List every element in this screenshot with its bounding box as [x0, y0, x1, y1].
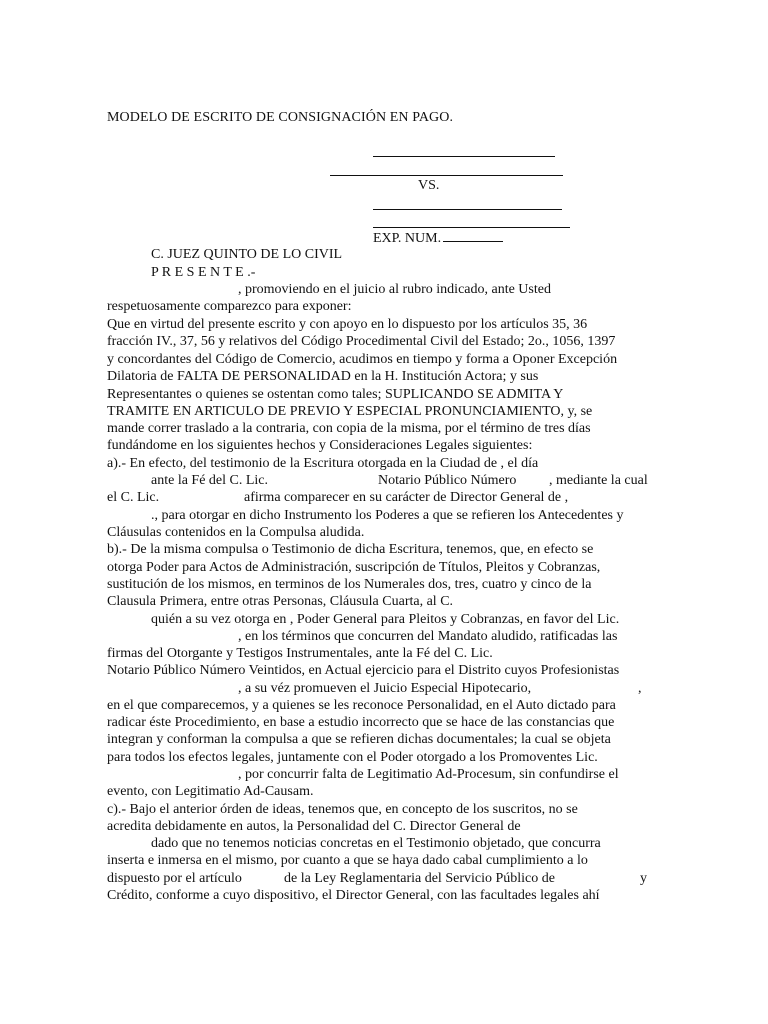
body-line: Notario Público Número	[378, 473, 517, 488]
body-line: c).- Bajo el anterior órden de ideas, tenemos que, en concepto de los suscritos, no se	[107, 802, 578, 817]
body-line: afirma comparecer en su carácter de Director General de ,	[244, 490, 569, 505]
caption-line-defendant	[373, 209, 562, 210]
body-line: , en los términos que concurren del Mandato aludido, ratificadas las	[238, 629, 618, 644]
body-line: Crédito, conforme a cuyo dispositivo, el Director General, con las facultades legales ahí	[107, 888, 600, 903]
exp-label: EXP. NUM.	[373, 231, 442, 246]
body-line: acredita debidamente en autos, la Personalidad del C. Director General de	[107, 819, 521, 834]
body-line: dispuesto por el artículo	[107, 871, 242, 886]
body-line: ante la Fé del C. Lic.	[151, 473, 269, 488]
body-line: Representantes o quienes se ostentan como tales; SUPLICANDO SE ADMITA Y	[107, 387, 564, 402]
body-line: TRAMITE EN ARTICULO DE PREVIO Y ESPECIAL PRONUNCIAMIENTO, y, se	[107, 404, 593, 419]
caption-line-defendant-2	[373, 227, 570, 228]
body-line: evento, con Legitimatio Ad-Causam.	[107, 784, 314, 799]
body-line: fundándome en los siguientes hechos y Consideraciones Legales siguientes:	[107, 438, 533, 453]
body-line: mande correr traslado a la contraria, con copia de la misma, por el término de tres días	[107, 421, 591, 436]
body-line: , por concurrir falta de Legitimatio Ad-Procesum, sin confundirse el	[238, 767, 619, 782]
body-line: ,	[638, 681, 642, 696]
caption-line-plaintiff-2	[330, 175, 563, 176]
body-line: Dilatoria de FALTA DE PERSONALIDAD en la H. Institución Actora; y sus	[107, 369, 539, 384]
body-line: inserta e inmersa en el mismo, por cuanto a que se haya dado cabal cumplimiento a lo	[107, 853, 588, 868]
body-line: , promoviendo en el juicio al rubro indicado, ante Usted	[238, 282, 551, 297]
body-line: en el que comparecemos, y a quienes se les reconoce Personalidad, en el Auto dictado para	[107, 698, 616, 713]
addressee-presente: P R E S E N T E .-	[151, 265, 256, 280]
body-line: Cláusulas contenidos en la Compulsa aludida.	[107, 525, 365, 540]
body-line: sustitución de los mismos, en terminos de los Numerales dos, tres, cuatro y cinco de la	[107, 577, 592, 592]
body-line: quién a su vez otorga en , Poder General para Pleitos y Cobranzas, en favor del Lic.	[151, 612, 620, 627]
body-line: y concordantes del Código de Comercio, acudimos en tiempo y forma a Oponer Excepción	[107, 352, 618, 367]
caption-line-plaintiff	[373, 156, 555, 157]
body-line: respetuosamente comparezco para exponer:	[107, 299, 352, 314]
body-line: a).- En efecto, del testimonio de la Escritura otorgada en la Ciudad de , el día	[107, 456, 539, 471]
body-line: otorga Poder para Actos de Administración, suscripción de Títulos, Pleitos y Cobranzas,	[107, 560, 601, 575]
body-line: para todos los efectos legales, juntamente con el Poder otorgado a los Promoventes Lic.	[107, 750, 598, 765]
body-line: de la Ley Reglamentaria del Servicio Público de	[284, 871, 555, 886]
body-line: firmas del Otorgante y Testigos Instrumentales, ante la Fé del C. Lic.	[107, 646, 493, 661]
body-line: ., para otorgar en dicho Instrumento los Poderes a que se refieren los Antecedentes y	[151, 508, 624, 523]
body-line: Clausula Primera, entre otras Personas, Cláusula Cuarta, al C.	[107, 594, 454, 609]
body-line: , a su véz promueven el Juicio Especial Hipotecario,	[238, 681, 532, 696]
body-line: y	[640, 871, 647, 886]
body-line: el C. Lic.	[107, 490, 160, 505]
body-line: fracción IV., 37, 56 y relativos del Código Procedimental Civil del Estado; 2o., 1056, 1397	[107, 334, 616, 349]
body-line: b).- De la misma compulsa o Testimonio de dicha Escritura, tenemos, que, en efecto se	[107, 542, 594, 557]
addressee-judge: C. JUEZ QUINTO DE LO CIVIL	[151, 247, 343, 262]
exp-number-blank	[443, 229, 503, 242]
body-line: integran y conforman la compulsa a que se refieren dichas documentales; la cual se objeta	[107, 732, 611, 747]
body-line: Que en virtud del presente escrito y con apoyo en lo dispuesto por los artículos 35, 36	[107, 317, 588, 332]
document-title: MODELO DE ESCRITO DE CONSIGNACIÓN EN PAGO.	[107, 110, 454, 125]
body-line: , mediante la cual	[549, 473, 648, 488]
caption-vs: VS.	[418, 178, 440, 193]
exp-number	[373, 229, 503, 247]
body-line: radicar éste Procedimiento, en base a estudio incorrecto que se hace de las constancias que	[107, 715, 615, 730]
body-line: dado que no tenemos noticias concretas en el Testimonio objetado, que concurra	[151, 836, 601, 851]
body-line: Notario Público Número Veintidos, en Actual ejercicio para el Distrito cuyos Profesionistas	[107, 663, 620, 678]
